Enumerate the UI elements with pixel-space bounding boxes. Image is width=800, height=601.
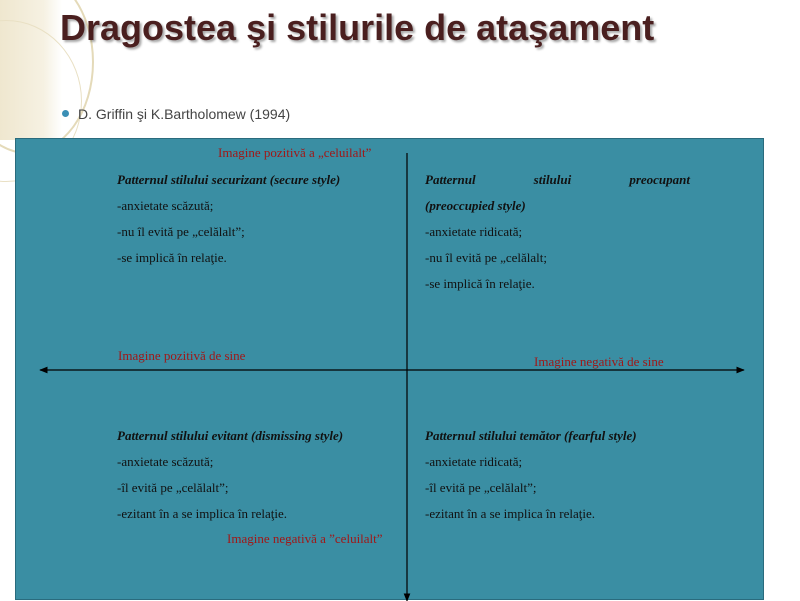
quadrant-item: -anxietate ridicată; — [425, 224, 523, 239]
quadrant-preoccupied — [425, 167, 690, 297]
quadrant-item: -anxietate ridicată; — [425, 454, 523, 469]
quadrant-dismissing — [117, 423, 343, 527]
title-word: preocupant — [629, 172, 690, 187]
attachment-diagram-panel — [15, 138, 764, 600]
axis-label-top: Imagine pozitivă a „celuilalt” — [218, 145, 372, 160]
quadrant-item: -îl evită pe „celălalt”; — [425, 480, 537, 495]
quadrant-title: Patternul stilului evitant (dismissing style) — [117, 428, 344, 443]
quadrant-item: -ezitant în a se implica în relaţie. — [117, 506, 288, 521]
slide-title: Dragostea şi stilurile de ataşament — [60, 7, 655, 48]
bullet-dot-icon — [62, 110, 69, 117]
quadrant-item: -ezitant în a se implica în relaţie. — [425, 506, 596, 521]
quadrant-secure — [117, 167, 340, 271]
quadrant-fearful — [425, 423, 637, 527]
quadrant-title: Patternul stilului temător (fearful style) — [425, 428, 637, 443]
bullet-item — [62, 106, 290, 122]
quadrant-item: -se implică în relaţie. — [117, 250, 227, 265]
quadrant-item: -se implică în relaţie. — [425, 276, 535, 291]
axis-label-left: Imagine pozitivă de sine — [118, 348, 246, 363]
quadrant-item: -anxietate scăzută; — [117, 198, 214, 213]
quadrant-item: -îl evită pe „celălalt”; — [117, 480, 229, 495]
decorative-corner — [0, 0, 62, 140]
quadrant-title: Patternul stilului securizant (secure style) — [117, 172, 341, 187]
quadrant-title-line2: (preoccupied style) — [425, 198, 526, 213]
title-word: Patternul — [425, 172, 476, 187]
quadrant-item: -anxietate scăzută; — [117, 454, 214, 469]
axis-label-bottom: Imagine negativă a ”celuilalt” — [227, 531, 383, 546]
quadrant-item: -nu îl evită pe „celălalt; — [425, 250, 547, 265]
bullet-text: D. Griffin şi K.Bartholomew (1994) — [78, 106, 291, 122]
title-word: stilului — [533, 172, 572, 187]
quadrant-title — [425, 167, 690, 193]
quadrant-item: -nu îl evită pe „celălalt”; — [117, 224, 245, 239]
axis-label-right: Imagine negativă de sine — [534, 354, 664, 369]
